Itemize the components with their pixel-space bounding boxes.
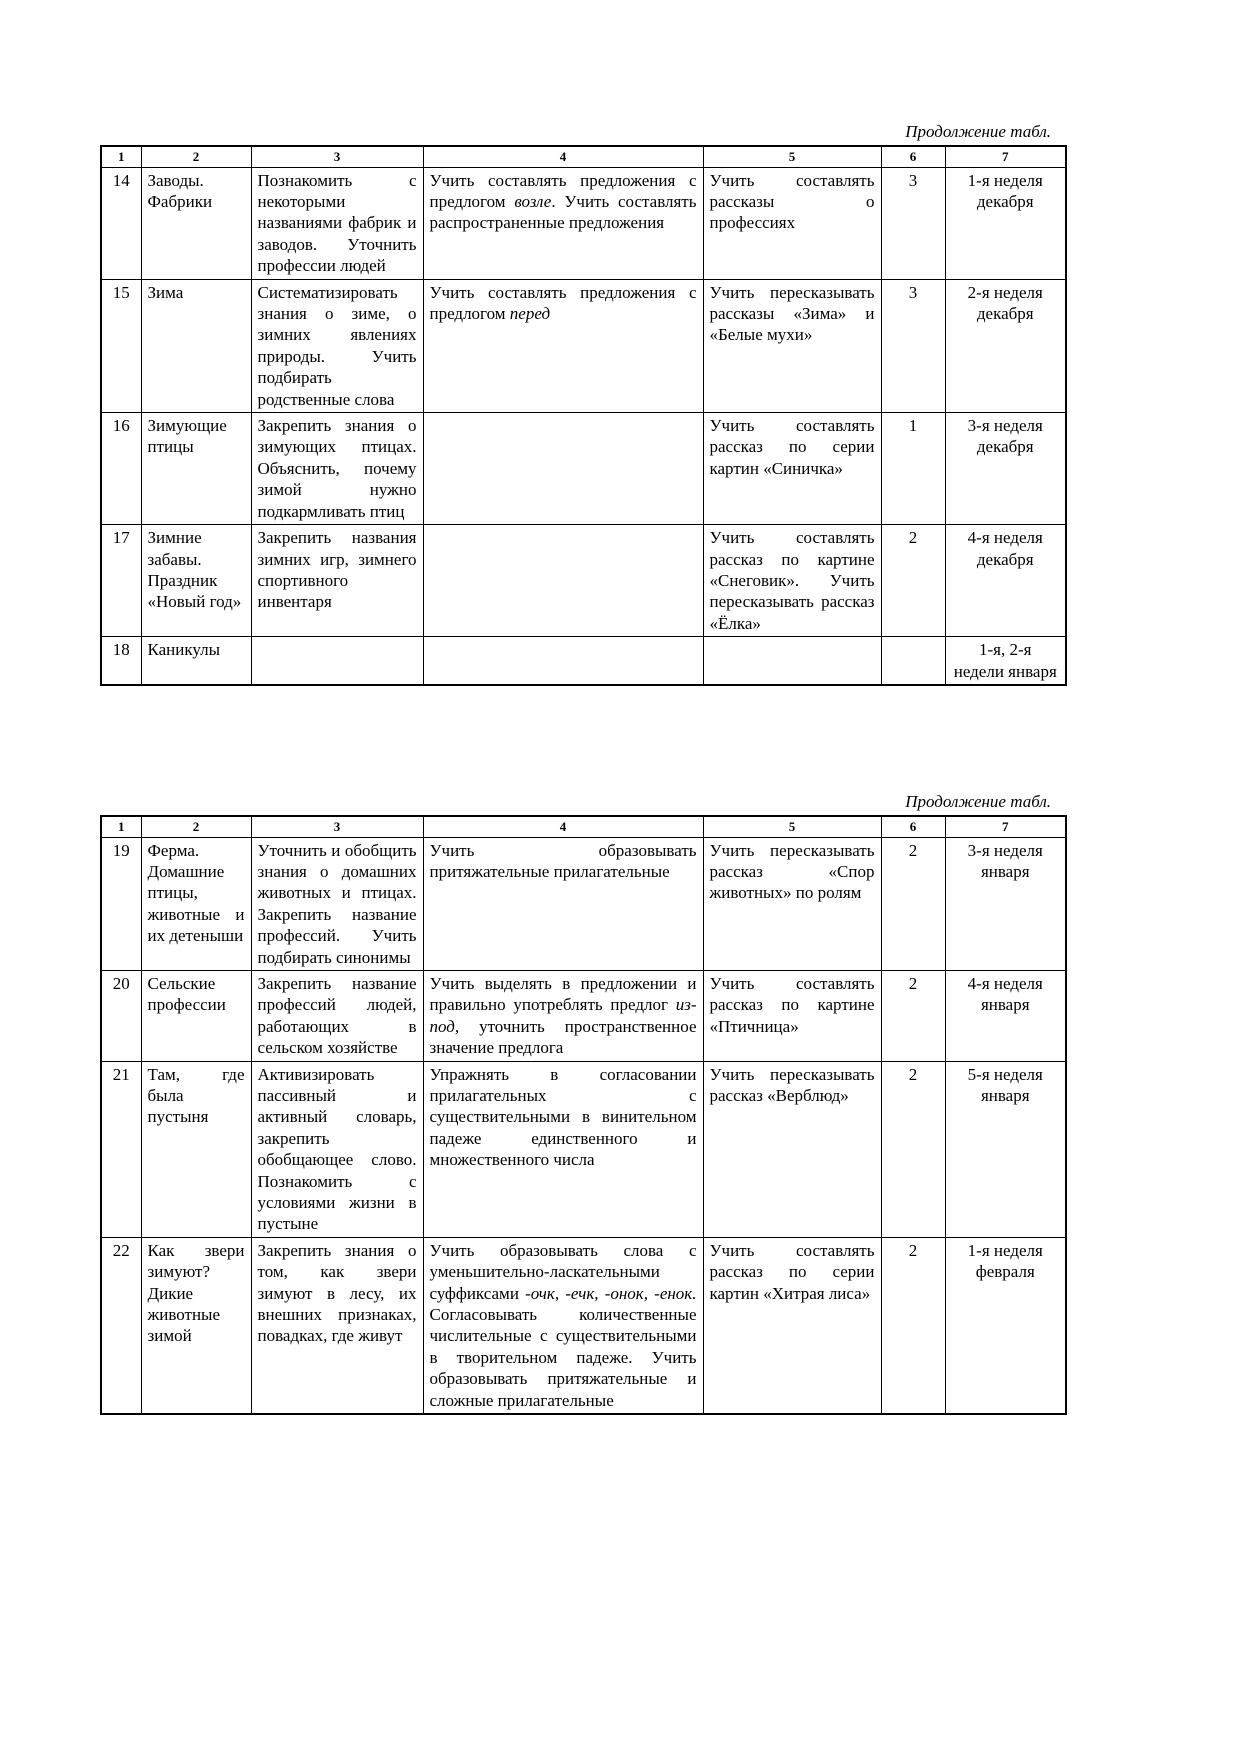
table-cell: Закрепить знания о том, как звери зимуют в лесу, их внешних признаках, повадках, где живут [251,1237,423,1414]
table-row [101,167,1066,279]
table-cell: Учить составлять рассказ по картине «Птичница» [703,970,881,1061]
table-continuation-caption: Продолжение табл. [905,791,1051,811]
table-cell: Познакомить с некоторыми названиями фабрик и заводов. Уточнить профессии людей [251,167,423,279]
column-header: 1 [101,816,141,837]
table-cell: 1-я, 2-я недели января [945,637,1066,685]
table-cell: 22 [101,1237,141,1414]
column-header: 2 [141,816,251,837]
table-cell: Каникулы [141,637,251,685]
table-cell: 3 [881,167,945,279]
column-header: 2 [141,146,251,167]
table-row [101,970,1066,1061]
column-header: 7 [945,146,1066,167]
table-cell: Учить пересказывать рассказ «Верблюд» [703,1061,881,1237]
table-cell: Заводы. Фабрики [141,167,251,279]
table-cell: Активизировать пассивный и активный словарь, закрепить обобщающее слово. Познакомить с условиями жизни в пустыне [251,1061,423,1237]
table-cell: Учить пересказывать рассказ «Спор животных» по ролям [703,837,881,970]
table-cell: Учить составлять предложения с предлогом перед [423,279,703,412]
column-header: 1 [101,146,141,167]
table-cell: Ферма. Домашние птицы, животные и их детеныши [141,837,251,970]
table-cell: Закрепить знания о зимующих птицах. Объяснить, почему зимой нужно подкармливать птиц [251,413,423,525]
table-cell: Учить пересказывать рассказы «Зима» и «Белые мухи» [703,279,881,412]
column-header: 4 [423,146,703,167]
table-cell: 4-я неделя декабря [945,525,1066,637]
table-cell: Учить составлять рассказ по серии картин «Хитрая лиса» [703,1237,881,1414]
table-cell: 17 [101,525,141,637]
table-cell [423,525,703,637]
table-cell: Зимние забавы. Праздник «Новый год» [141,525,251,637]
table-cell: Учить составлять рассказ по картине «Снеговик». Учить пересказывать рассказ «Ёлка» [703,525,881,637]
table-cell: Сельские профессии [141,970,251,1061]
table-row [101,837,1066,970]
lesson-plan-table-2 [100,815,1067,1415]
table-cell: 20 [101,970,141,1061]
table-cell: 2 [881,1237,945,1414]
column-header: 6 [881,146,945,167]
table-cell: 14 [101,167,141,279]
table-cell: Уточнить и обобщить знания о домашних животных и птицах. Закрепить название профессий. Учить подбирать синонимы [251,837,423,970]
header-row [101,146,1066,167]
table-cell: 2 [881,837,945,970]
column-header: 5 [703,816,881,837]
table-cell: Там, где была пустыня [141,1061,251,1237]
table-cell [251,637,423,685]
column-header: 4 [423,816,703,837]
column-header: 3 [251,816,423,837]
table-cell: 2 [881,1061,945,1237]
column-header: 3 [251,146,423,167]
table-cell [703,637,881,685]
table-cell: 5-я неделя января [945,1061,1066,1237]
table-cell: Учить составлять рассказ по серии картин «Синичка» [703,413,881,525]
table-cell: 3 [881,279,945,412]
column-header: 7 [945,816,1066,837]
table-cell: Учить составлять предложения с предлогом возле. Учить составлять распространенные предложения [423,167,703,279]
table-cell: Как звери зимуют? Дикие животные зимой [141,1237,251,1414]
table-cell: 3-я неделя декабря [945,413,1066,525]
table-cell: Учить составлять рассказы о профессиях [703,167,881,279]
header-row [101,816,1066,837]
table-cell: 21 [101,1061,141,1237]
table-cell: 18 [101,637,141,685]
table-cell: 3-я неделя января [945,837,1066,970]
table-cell: Зимующие птицы [141,413,251,525]
table-cell: 16 [101,413,141,525]
continuation-table-section-1 [100,122,1065,686]
table-row [101,1237,1066,1414]
table-cell: 19 [101,837,141,970]
table-cell: Упражнять в согласовании прилагательных с существительными в винительном падеже единственного и множественного числа [423,1061,703,1237]
table-row [101,279,1066,412]
table-cell: 15 [101,279,141,412]
table-cell [423,637,703,685]
column-header: 6 [881,816,945,837]
table-cell: 1 [881,413,945,525]
table-cell: Систематизировать знания о зиме, о зимних явлениях природы. Учить подбирать родственные слова [251,279,423,412]
table-cell: Учить образовывать притяжательные прилагательные [423,837,703,970]
table-row [101,637,1066,685]
table-cell: 2-я неделя декабря [945,279,1066,412]
lesson-plan-table-1 [100,145,1067,686]
table-row [101,1061,1066,1237]
table-cell: 2 [881,970,945,1061]
table-cell: 1-я неделя декабря [945,167,1066,279]
table-row [101,525,1066,637]
table-cell: 4-я неделя января [945,970,1066,1061]
table-cell [423,413,703,525]
table-row [101,413,1066,525]
table-cell [881,637,945,685]
continuation-table-section-2 [100,792,1065,1415]
table-cell: Закрепить название профессий людей, работающих в сельском хозяйстве [251,970,423,1061]
table-continuation-caption: Продолжение табл. [905,122,1051,141]
table-cell: Учить выделять в предложении и правильно употреблять предлог из-под, уточнить пространственное значение предлога [423,970,703,1061]
table-cell: Учить образовывать слова с уменьшительно-ласкательными суффиксами -очк, -ечк, -онок, -енок. Согласовывать количественные числительные с существительными в творительном падеже. Учить образовывать притяжательные и сложные прилагательные [423,1237,703,1414]
table-cell: 2 [881,525,945,637]
table-cell: Закрепить названия зимних игр, зимнего спортивного инвентаря [251,525,423,637]
table-cell: 1-я неделя февраля [945,1237,1066,1414]
table-cell: Зима [141,279,251,412]
column-header: 5 [703,146,881,167]
